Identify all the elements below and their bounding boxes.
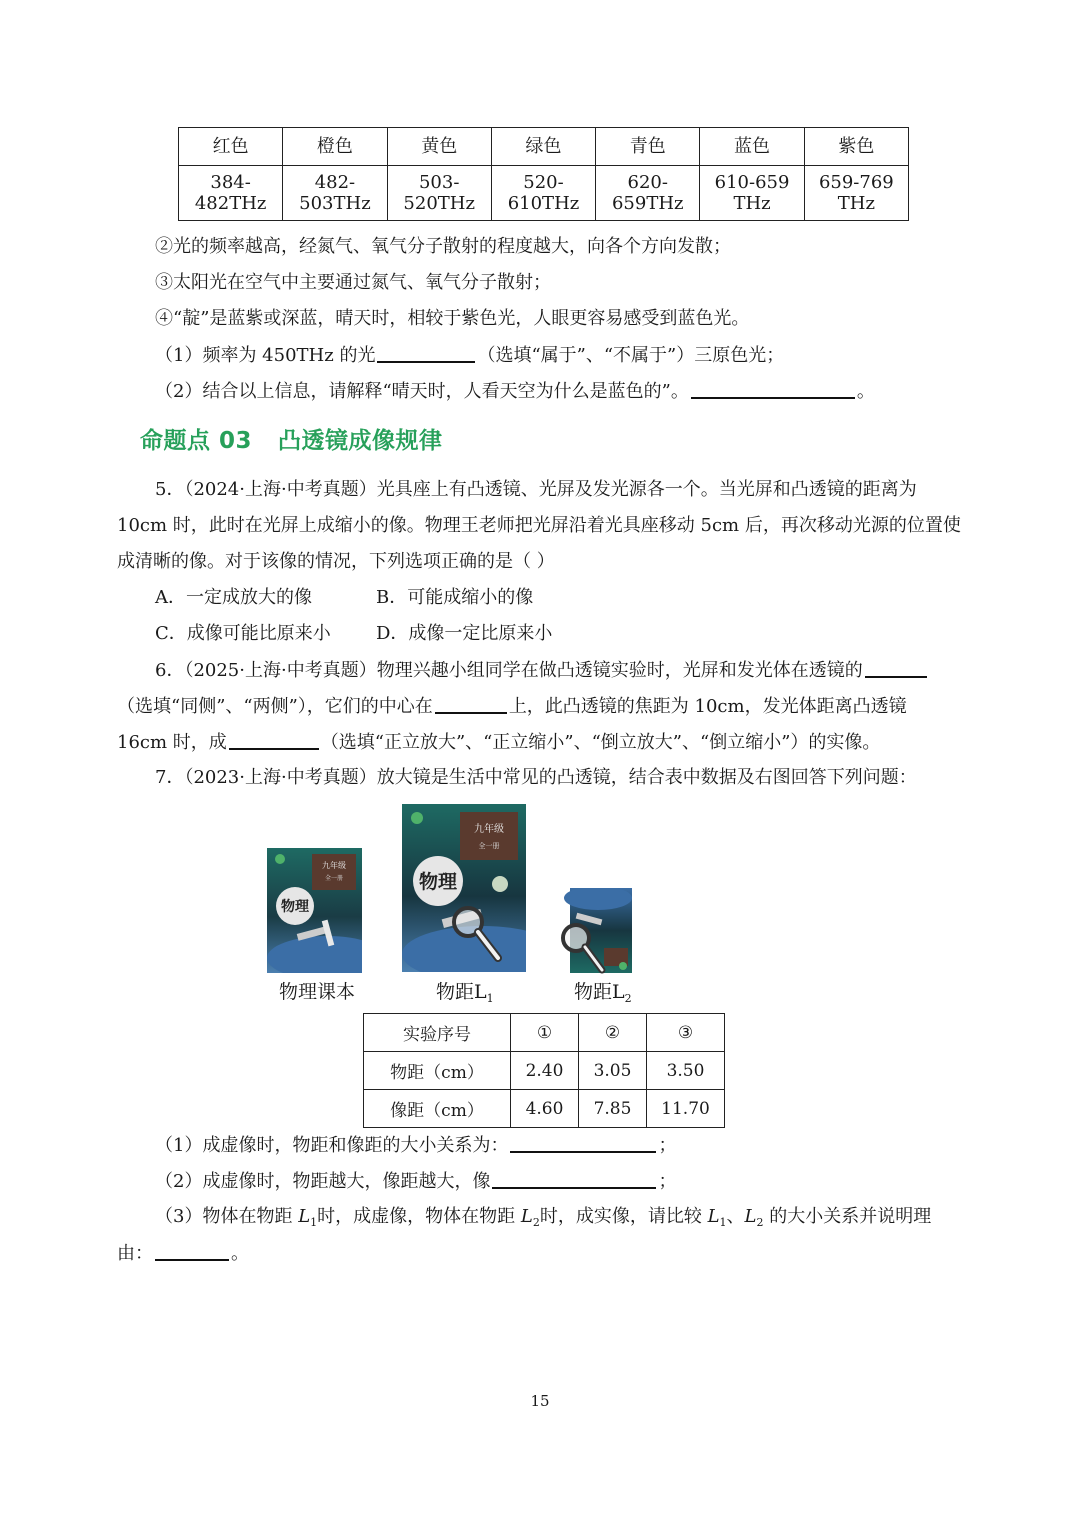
frequency-cell: 482- 503THz: [283, 166, 387, 221]
table-header-cell: 实验序号: [364, 1014, 511, 1052]
textbook-cover-image: [267, 848, 362, 973]
q5-line-1: 5．（2024·上海·中考真题）光具座上有凸透镜、光屏及发光源各一个。当光屏和凸透镜的距离为: [155, 479, 917, 500]
q7-intro: 7．（2023·上海·中考真题）放大镜是生活中常见的凸透镜，结合表中数据及右图回答下列问题：: [155, 767, 917, 788]
note-2: ②光的频率越高，经氮气、氧气分子散射的程度越大，向各个方向发散；: [155, 236, 731, 257]
table-row: [364, 1052, 725, 1090]
frequency-cell: 620- 659THz: [596, 166, 700, 221]
table-cell: 像距（cm）: [364, 1090, 511, 1128]
q6-line-3: 16cm 时，成 （选填“正立放大”、“正立缩小”、“倒立放大”、“倒立缩小”）的实像。: [117, 732, 881, 753]
caption-distance-l2: 物距$L_2$: [574, 981, 632, 1005]
table-cell: 2.40: [511, 1052, 579, 1090]
table-header-row: [364, 1014, 725, 1052]
q7-part-2: （2）成虚像时，物距越大，像距越大，像 ；: [155, 1171, 677, 1192]
q7-part-3: （3）物体在物距 $L_1$时，成虚像，物体在物距 $L_2$时，成实像，请比较 $L_1$、$L_2$ 的大小关系并说明理: [155, 1206, 932, 1229]
note-4: ④“靛”是蓝紫或深蓝，晴天时，相较于紫色光，人眼更容易感受到蓝色光。: [155, 308, 750, 329]
q5-line-2: 10cm 时，此时在光屏上成缩小的像。物理王老师把光屏沿着光具座移动 5cm 后，再次移动光源的位置使: [117, 515, 961, 536]
svg-text:全一册: 全一册: [478, 842, 500, 850]
svg-text:物理: 物理: [281, 899, 309, 915]
inverted-image-figure: [558, 888, 634, 976]
color-name-cell: 蓝色: [700, 128, 804, 166]
q7-part-1: （1）成虚像时，物距和像距的大小关系为： ；: [155, 1135, 677, 1156]
color-name-cell: 黄色: [387, 128, 491, 166]
table-cell: 物距（cm）: [364, 1052, 511, 1090]
q5-line-3: 成清晰的像。对于该像的情况，下列选项正确的是（ ）: [117, 551, 555, 572]
q6-line-2: （选填“同侧”、“两侧”），它们的中心在 上，此凸透镜的焦距为 10cm，发光体距离凸透镜: [117, 696, 907, 717]
q4-part-2: （2）结合以上信息，请解释“晴天时，人看天空为什么是蓝色的”。 。: [155, 381, 875, 402]
answer-blank[interactable]: [435, 694, 507, 714]
table-header-cell: ②: [579, 1014, 647, 1052]
caption-textbook: 物理课本: [279, 981, 356, 1003]
answer-blank[interactable]: [229, 730, 319, 750]
table-header-cell: ①: [511, 1014, 579, 1052]
color-name-cell: 红色: [179, 128, 283, 166]
q5-option-b[interactable]: B．可能成缩小的像: [376, 587, 534, 608]
svg-text:物理: 物理: [418, 871, 458, 893]
answer-blank[interactable]: [691, 379, 855, 399]
experiment-data-table: [363, 1013, 725, 1128]
table-cell: 3.05: [579, 1052, 647, 1090]
answer-blank[interactable]: [377, 343, 475, 363]
color-name-cell: 紫色: [804, 128, 908, 166]
q5-option-c[interactable]: C．成像可能比原来小: [155, 623, 331, 644]
caption-distance-l1: 物距$L_1$: [436, 981, 494, 1005]
note-3: ③太阳光在空气中主要通过氮气、氧气分子散射；: [155, 272, 551, 293]
table-header-cell: ③: [647, 1014, 725, 1052]
color-table-frequency-row: [179, 166, 909, 221]
color-frequency-table: [178, 127, 909, 221]
table-cell: 4.60: [511, 1090, 579, 1128]
color-name-cell: 青色: [596, 128, 700, 166]
frequency-cell: 503- 520THz: [387, 166, 491, 221]
answer-blank[interactable]: [510, 1133, 656, 1153]
table-cell: 7.85: [579, 1090, 647, 1128]
svg-text:九年级: 九年级: [322, 861, 346, 870]
frequency-cell: 610-659 THz: [700, 166, 804, 221]
page-number: 15: [530, 1392, 550, 1410]
frequency-cell: 384- 482THz: [179, 166, 283, 221]
q5-option-d[interactable]: D．成像一定比原来小: [376, 623, 553, 644]
svg-text:九年级: 九年级: [474, 824, 504, 835]
frequency-cell: 520- 610THz: [491, 166, 595, 221]
q4-part-1: （1）频率为 450THz 的光 （选填“属于”、“不属于”）三原色光；: [155, 345, 785, 366]
q5-option-a[interactable]: A．一定成放大的像: [155, 587, 312, 608]
color-name-cell: 橙色: [283, 128, 387, 166]
answer-blank[interactable]: [865, 658, 927, 678]
section-heading: 命题点 03 凸透镜成像规律: [140, 428, 443, 454]
color-table-header-row: [179, 128, 909, 166]
table-cell: 11.70: [647, 1090, 725, 1128]
q7-part-3-continued: 由： 。: [117, 1243, 249, 1264]
table-row: [364, 1090, 725, 1128]
answer-blank[interactable]: [492, 1169, 656, 1189]
svg-text:全一册: 全一册: [324, 875, 344, 882]
frequency-cell: 659-769 THz: [804, 166, 908, 221]
q6-line-1: 6．（2025·上海·中考真题）物理兴趣小组同学在做凸透镜实验时，光屏和发光体在透镜的: [155, 658, 929, 683]
table-cell: 3.50: [647, 1052, 725, 1090]
color-name-cell: 绿色: [491, 128, 595, 166]
answer-blank[interactable]: [155, 1241, 229, 1261]
magnified-textbook-image: [402, 804, 526, 972]
